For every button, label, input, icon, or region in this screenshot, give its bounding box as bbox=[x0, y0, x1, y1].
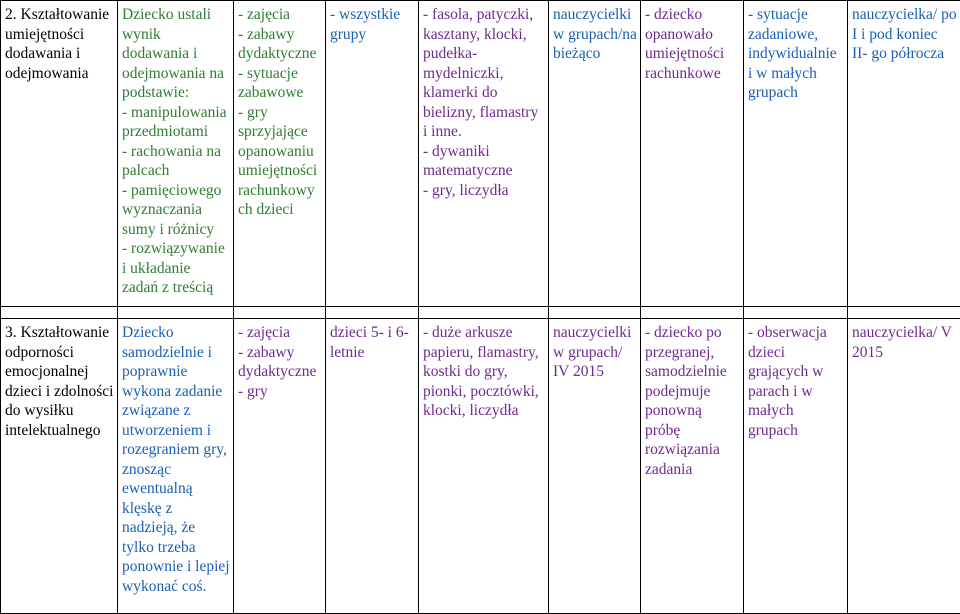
cell-text: - fasola, patyczki, kasztany, klocki, pudełka-mydelniczki, klamerki do bielizny, flamastry i inne. - dywaniki matematyczne - gry, liczydła bbox=[423, 6, 539, 199]
cell-method bbox=[744, 319, 848, 614]
cell-text: - sytuacje zadaniowe, indywidualnie i w małych grupach bbox=[748, 6, 837, 101]
cell-text: - duże arkusze papieru, flamastry, kostki do gry, pionki, pocztówki, klocki, liczydła bbox=[423, 324, 539, 419]
cell-outcome bbox=[118, 319, 234, 614]
cell-text: Dziecko samodzielnie i poprawnie wykona zadanie związane z utworzeniem i rozegraniem gry, znosząc ewentualną klęskę z nadzieją, że tylko trzeba ponownie i lepiej wykonać coś. bbox=[122, 324, 230, 595]
cell-text: dzieci 5- i 6-letnie bbox=[330, 324, 409, 361]
cell-text: - obserwacja dzieci grających w parach i w małych grupach bbox=[748, 324, 827, 439]
cell-evaluator bbox=[848, 319, 960, 614]
cell-text: Dziecko ustali wynik dodawania i odejmowania na podstawie: - manipulowania przedmiotami - rachowania na palcach - pamięciowego wyznaczania sumy i różnicy - rozwiązywanie i układanie zadań z treścią bbox=[122, 6, 227, 296]
cell-materials bbox=[419, 319, 549, 614]
cell-text: - dziecko po przegranej, samodzielnie podejmuje ponowną próbę rozwiązania zadania bbox=[645, 324, 727, 478]
cell-text: - zajęcia - zabawy dydaktyczne - gry bbox=[238, 324, 317, 400]
cell-text: nauczycielki w grupach/ IV 2015 bbox=[553, 324, 632, 380]
cell-text: - zajęcia - zabawy dydaktyczne - sytuacje zabawowe - gry sprzyjające opanowaniu umiejętności rachunkowy ch dzieci bbox=[238, 6, 318, 218]
cell-group bbox=[326, 319, 419, 614]
cell-forms bbox=[234, 319, 326, 614]
cell-text: 3. Kształtowanie odporności emocjonalnej dzieci i zdolności do wysiłku intelektualnego bbox=[5, 324, 114, 439]
cell-forms bbox=[234, 1, 326, 307]
table-row bbox=[1, 319, 960, 614]
cell-method bbox=[744, 1, 848, 307]
cell-outcome bbox=[118, 1, 234, 307]
cell-text: - wszystkie grupy bbox=[330, 6, 401, 43]
cell-criteria bbox=[641, 1, 744, 307]
cell-goal bbox=[1, 1, 118, 307]
cell-criteria bbox=[641, 319, 744, 614]
cell-goal bbox=[1, 319, 118, 614]
cell-text: - dziecko opanowało umiejętności rachunkowe bbox=[645, 6, 725, 82]
row-spacer bbox=[1, 307, 960, 319]
cell-group bbox=[326, 1, 419, 307]
cell-materials bbox=[419, 1, 549, 307]
cell-text: 2. Kształtowanie umiejętności dodawania i odejmowania bbox=[5, 6, 110, 82]
cell-text: nauczycielka/ V 2015 bbox=[852, 324, 952, 361]
table-row bbox=[1, 1, 960, 307]
cell-evaluator bbox=[848, 1, 960, 307]
cell-text: nauczycielka/ po I i pod koniec II- go półrocza bbox=[852, 6, 957, 62]
cell-text: nauczycielki w grupach/na bieżąco bbox=[553, 6, 637, 62]
cell-responsible bbox=[549, 319, 641, 614]
cell-responsible bbox=[549, 1, 641, 307]
